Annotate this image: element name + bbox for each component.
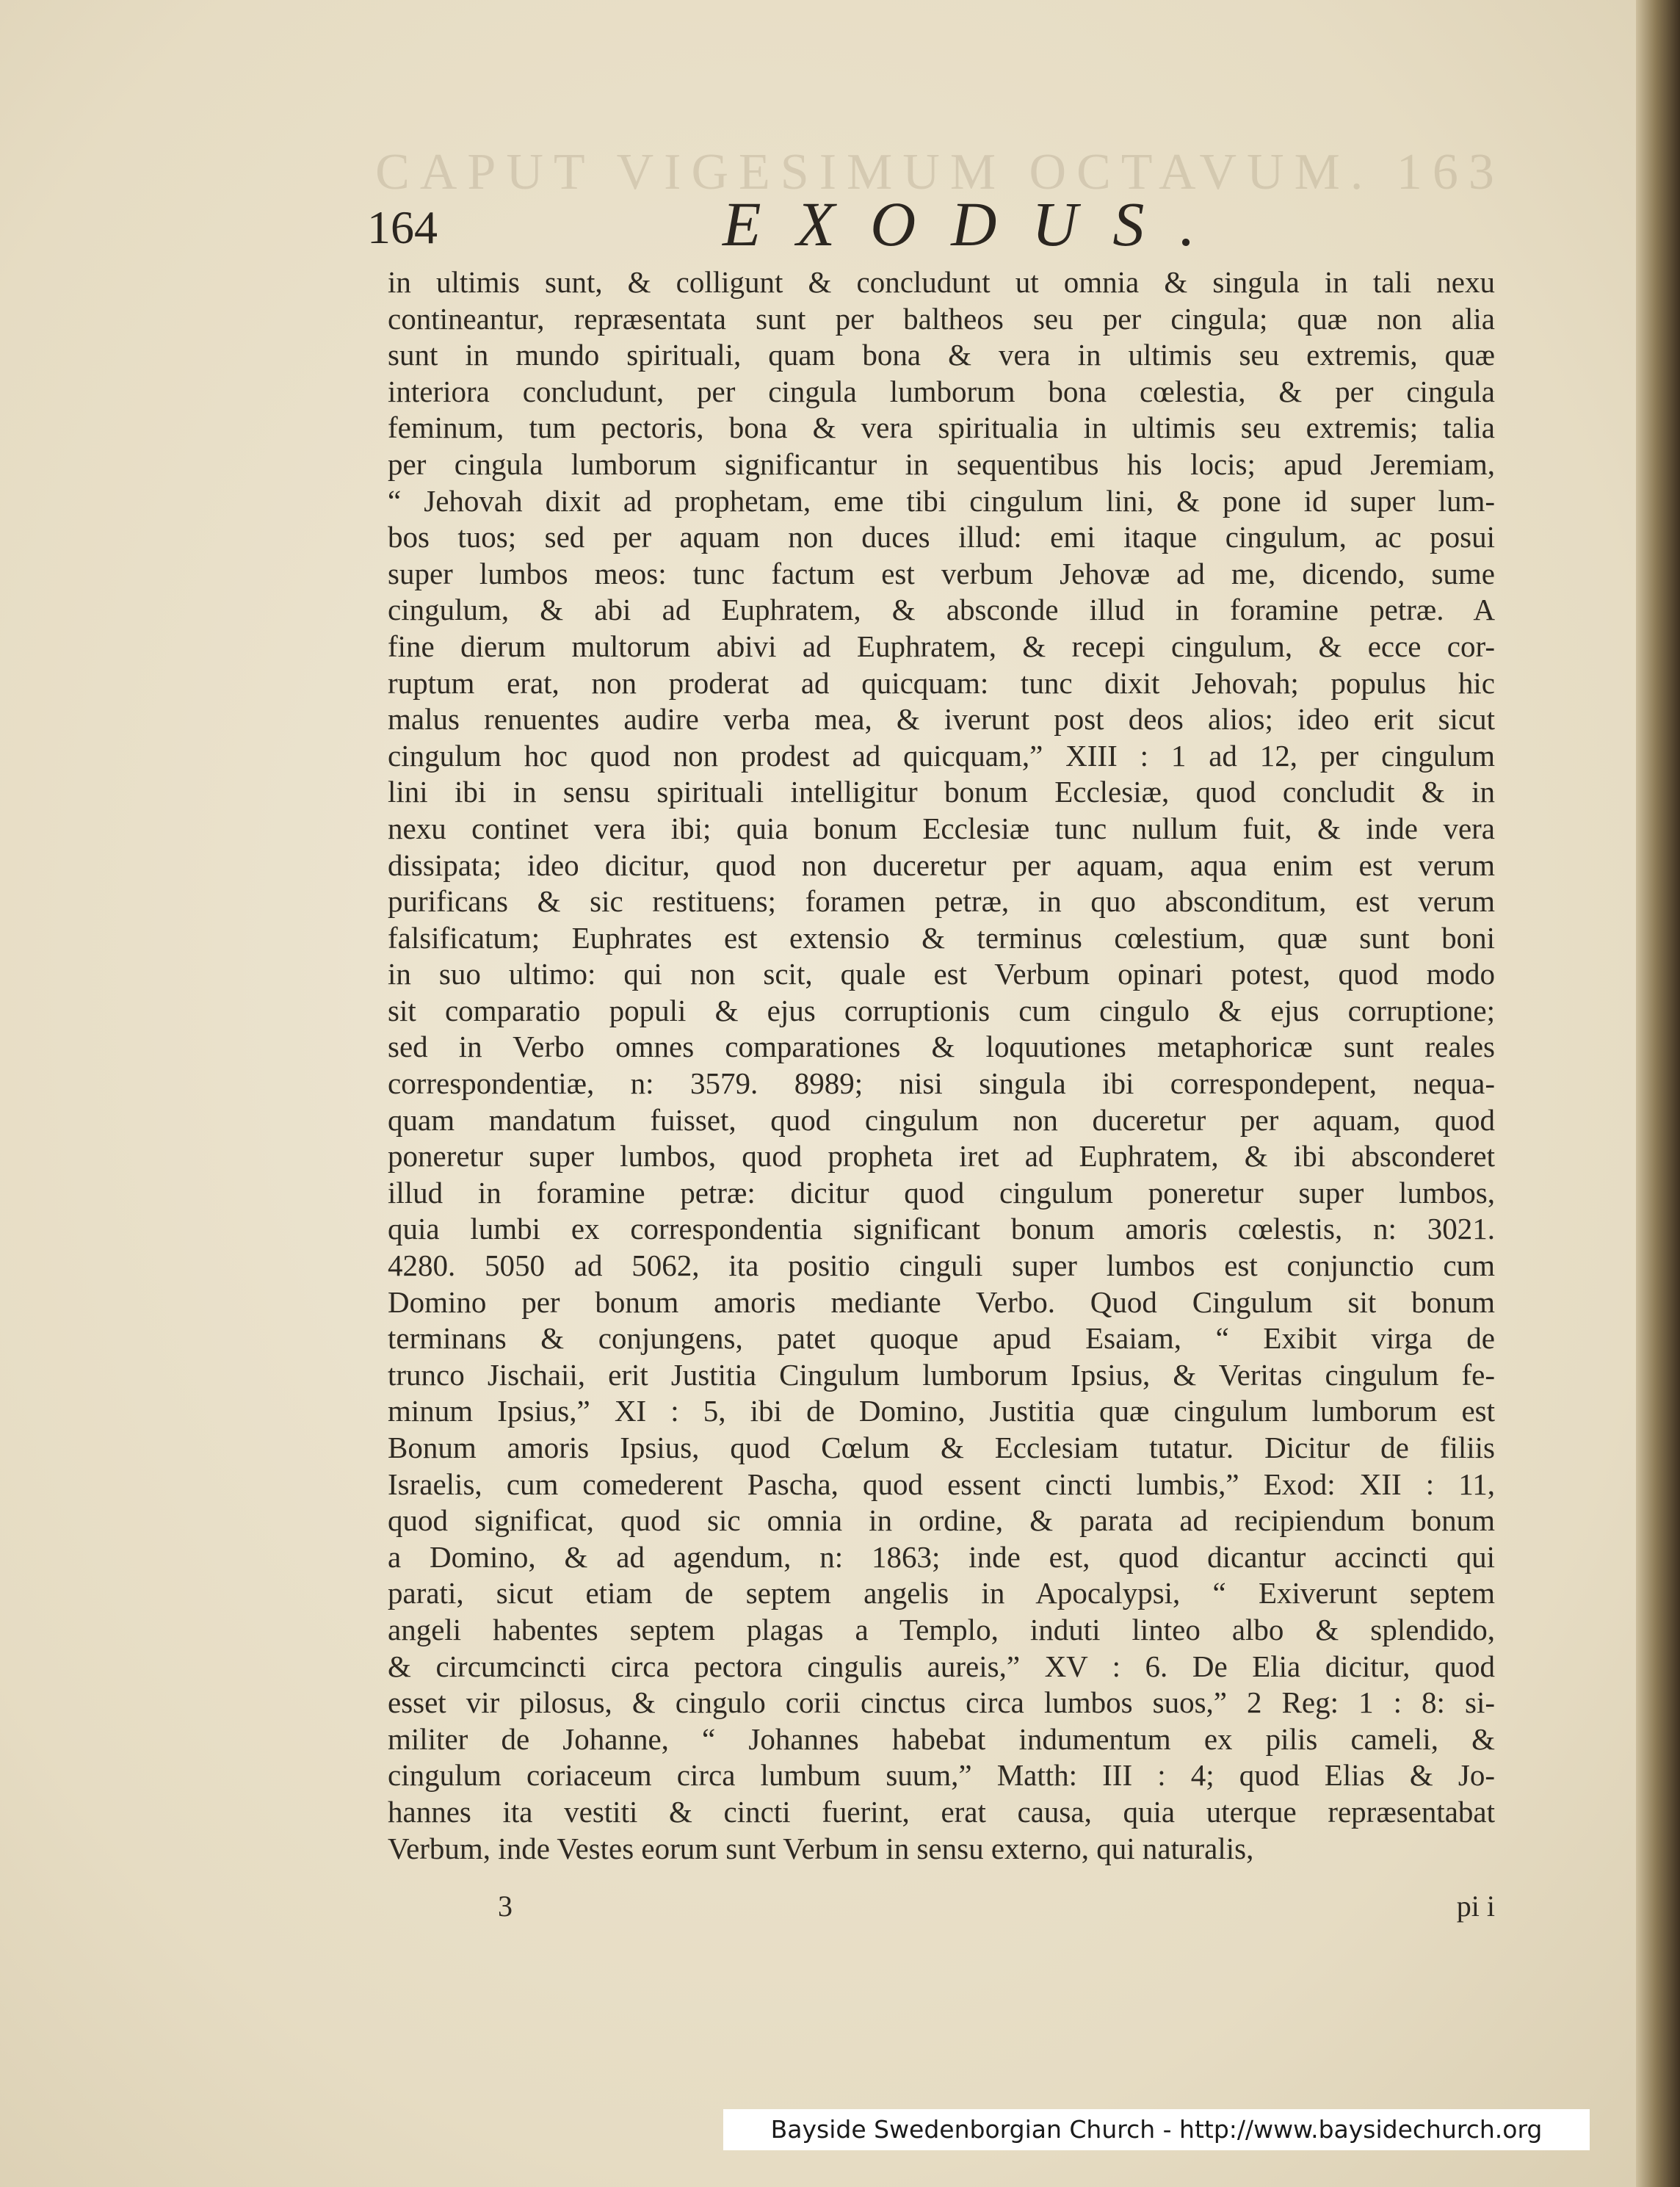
catchword: pi i — [1456, 1890, 1495, 1923]
text-line: esset vir pilosus, & cingulo corii cinctus circa lumbos suos,” 2 Reg: 1 : 8: si- — [388, 1685, 1495, 1720]
text-line: fine dierum multorum abivi ad Euphratem, & recepi cingulum, & ecce cor- — [388, 629, 1495, 663]
body-text — [388, 264, 1495, 1867]
text-line: cingulum coriaceum circa lumbum suum,” Matth: III : 4; quod Elias & Jo- — [388, 1758, 1495, 1793]
text-line: quod significat, quod sic omnia in ordine, & parata ad recipiendum bonum — [388, 1503, 1495, 1538]
text-line: Domino per bonum amoris mediante Verbo. Quod Cingulum sit bonum — [388, 1284, 1495, 1319]
text-line: purificans & sic restituens; foramen petræ, in quo absconditum, est verum — [388, 884, 1495, 919]
signature-mark: 3 — [498, 1890, 513, 1923]
text-line: militer de Johanne, “ Johannes habebat indumentum ex pilis cameli, & — [388, 1721, 1495, 1756]
text-line: in suo ultimo: qui non scit, quale est Verbum opinari potest, quod modo — [388, 957, 1495, 991]
text-line: nexu continet vera ibi; quia bonum Ecclesiæ tunc nullum fuit, & inde vera — [388, 811, 1495, 845]
text-line: illud in foramine petræ: dicitur quod cingulum poneretur super lumbos, — [388, 1175, 1495, 1210]
text-line: Israelis, cum comederent Pascha, quod essent cincti lumbis,” Exod: XII : 11, — [388, 1467, 1495, 1501]
text-line: cingulum hoc quod non prodest ad quicquam,” XIII : 1 ad 12, per cingulum — [388, 738, 1495, 773]
text-line: feminum, tum pectoris, bona & vera spiritualia in ultimis seu extremis; talia — [388, 411, 1495, 445]
text-line: correspondentiæ, n: 3579. 8989; nisi singula ibi correspondерent, nequa- — [388, 1066, 1495, 1101]
text-line: quam mandatum fuisset, quod cingulum non duceretur per aquam, quod — [388, 1102, 1495, 1137]
text-line: trunco Jischaii, erit Justitia Cingulum lumborum Ipsius, & Veritas cingulum fe- — [388, 1357, 1495, 1392]
text-line: dissipata; ideo dicitur, quod non duceretur per aquam, aqua enim est verum — [388, 847, 1495, 882]
text-line: cingulum, & abi ad Euphratem, & absconde illud in foramine petræ. A — [388, 593, 1495, 627]
text-line: & circumcincti circa pectora cingulis aureis,” XV : 6. De Elia dicitur, quod — [388, 1649, 1495, 1683]
text-line: Verbum, inde Vestes eorum sunt Verbum in sensu externo, qui naturalis, — [388, 1831, 1254, 1865]
watermark-caption: Bayside Swedenborgian Church - http://www.baysidechurch.org — [723, 2109, 1590, 2150]
text-line: terminans & conjungens, patet quoque apud Esaiam, “ Exibit virga de — [388, 1321, 1495, 1356]
page-number: 164 — [367, 201, 438, 253]
text-line: quia lumbi ex correspondentia significant bonum amoris cœlestis, n: 3021. — [388, 1212, 1495, 1246]
text-line: a Domino, & ad agendum, n: 1863; inde est, quod dicantur accincti qui — [388, 1539, 1495, 1574]
text-line: parati, sicut etiam de septem angelis in Apocalypsi, “ Exiverunt septem — [388, 1576, 1495, 1611]
page-edge-shadow — [1636, 0, 1680, 2187]
text-line: lini ibi in sensu spirituali intelligitur bonum Ecclesiæ, quod concludit & in — [388, 775, 1495, 809]
text-line: “ Jehovah dixit ad prophetam, eme tibi cingulum lini, & pone id super lum- — [388, 483, 1495, 518]
text-line: contineantur, repræsentata sunt per baltheos seu per cingula; quæ non alia — [388, 301, 1495, 336]
text-line: hannes ita vestiti & cincti fuerint, erat causa, quia uterque repræsentabat — [388, 1794, 1495, 1829]
text-line: sunt in mundo spirituali, quam bona & vera in ultimis seu extremis, quæ — [388, 338, 1495, 372]
text-line: falsificatum; Euphrates est extensio & terminus cœlestium, quæ sunt boni — [388, 920, 1495, 955]
text-line: ruptum erat, non proderat ad quicquam: tunc dixit Jehovah; populus hic — [388, 665, 1495, 700]
page-footer — [388, 1889, 1495, 1933]
text-line: angeli habentes septem plagas a Templo, induti linteo albo & splendido, — [388, 1612, 1495, 1646]
text-line: poneretur super lumbos, quod propheta iret ad Euphratem, & ibi absconderet — [388, 1139, 1495, 1174]
text-line: sit comparatio populi & ejus corruptionis cum cingulo & ejus corruptione; — [388, 993, 1495, 1027]
text-line: 4280. 5050 ad 5062, ita positio cinguli super lumbos est conjunctio cum — [388, 1248, 1495, 1283]
page-header — [367, 187, 1505, 268]
bleed-through-header: CAPUT VIGESIMUM OCTAVUM. 163 — [375, 144, 1505, 200]
text-line: super lumbos meos: tunc factum est verbum Jehovæ ad me, dicendo, sume — [388, 556, 1495, 590]
running-title: EXODUS. — [723, 189, 1231, 259]
text-line: in ultimis sunt, & colligunt & concludunt ut omnia & singula in tali nexu — [388, 265, 1495, 299]
text-line: sed in Verbo omnes comparationes & loquutiones metaphoricæ sunt reales — [388, 1030, 1495, 1064]
text-line: interiora concludunt, per cingula lumborum bona cœlestia, & per cingula — [388, 374, 1495, 408]
text-line: bos tuos; sed per aquam non duces illud: emi itaque cingulum, ac posui — [388, 520, 1495, 554]
text-line: malus renuentes audire verba mea, & iverunt post deos alios; ideo erit sicut — [388, 702, 1495, 737]
text-line: minum Ipsius,” XI : 5, ibi de Domino, Justitia quæ cingulum lumborum est — [388, 1394, 1495, 1428]
text-line: per cingula lumborum significantur in sequentibus his locis; apud Jeremiam, — [388, 447, 1495, 481]
text-line: Bonum amoris Ipsius, quod Cœlum & Ecclesiam tutatur. Dicitur de filiis — [388, 1431, 1495, 1464]
